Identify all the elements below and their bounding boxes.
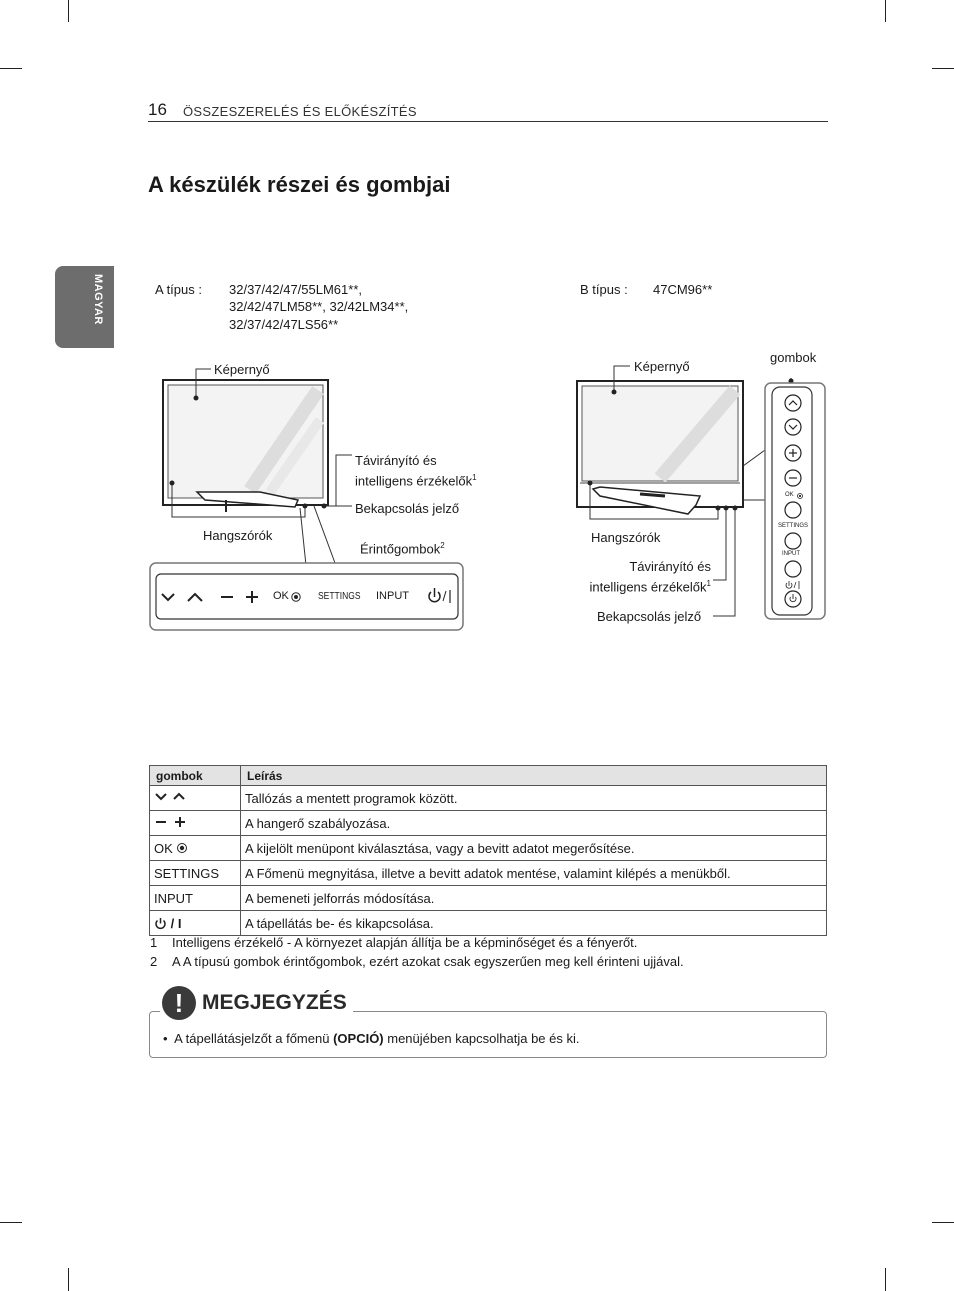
- table-cell-desc: Tallózás a mentett programok között.: [241, 786, 827, 811]
- type-a-model-line: 32/42/47LM58**, 32/42LM34**,: [229, 299, 409, 314]
- settings-button-a: SETTINGS: [318, 591, 361, 602]
- exclamation-icon: !: [162, 986, 196, 1020]
- table-row: [150, 911, 827, 936]
- type-b-label: B típus :: [580, 282, 628, 297]
- table-cell-key: / I: [150, 911, 241, 936]
- note-item: • A tápellátásjelzőt a főmenü (OPCIÓ) menüjében kapcsolhatja be és ki.: [163, 1031, 580, 1046]
- table-row: [150, 836, 827, 861]
- page-number: 16: [148, 100, 167, 119]
- table-row: [150, 786, 827, 811]
- tv-type-b-illustration: [577, 381, 743, 514]
- table-cell-key: OK: [150, 836, 241, 861]
- table-cell-desc: A hangerő szabályozása.: [241, 811, 827, 836]
- table-row: [150, 861, 827, 886]
- remote-sensor-label-a: Távirányító és intelligens érzékelők$^1$: [355, 453, 477, 489]
- table-header-row: [150, 766, 827, 786]
- ok-button-a: OK: [273, 590, 289, 602]
- ok-button-b: OK: [785, 492, 794, 498]
- screen-label-b: Képernyő: [634, 359, 690, 374]
- power-indicator-label-a: Bekapcsolás jelző: [355, 501, 460, 516]
- type-a-label: A típus :: [155, 282, 202, 297]
- table-cell-key: [150, 786, 241, 811]
- note-heading: [160, 986, 353, 1020]
- table-cell-desc: A tápellátás be- és kikapcsolása.: [241, 911, 827, 936]
- buttons-table: [149, 765, 827, 936]
- ok-icon: [176, 842, 188, 854]
- table-cell-key: SETTINGS: [150, 861, 241, 886]
- table-cell-desc: A kijelölt menüpont kiválasztása, vagy a bevitt adatot megerősítése.: [241, 836, 827, 861]
- table-row: [150, 811, 827, 836]
- footnote: 2 A A típusú gombok érintőgombok, ezért azokat csak egyszerűen meg kell érinteni ujjával.: [150, 954, 684, 969]
- type-a-model-line: 32/37/42/47/55LM61**,: [229, 282, 362, 297]
- channel-down-up-icon: [154, 791, 188, 803]
- power-indicator-label-b: Bekapcsolás jelző: [597, 609, 702, 624]
- page-title: A készülék részei és gombjai: [148, 172, 451, 197]
- table-header: Leírás: [241, 766, 827, 786]
- section-title: ÖSSZESZERELÉS ÉS ELŐKÉSZÍTÉS: [183, 104, 417, 119]
- touch-buttons-label: Érintőgombok$^2$: [360, 541, 445, 557]
- type-a-button-strip: [150, 563, 463, 630]
- table-row: [150, 886, 827, 911]
- input-button-a: INPUT: [376, 590, 409, 602]
- language-tab-label: MAGYAR: [92, 274, 104, 325]
- table-cell-key: INPUT: [150, 886, 241, 911]
- type-a-model-line: 32/37/42/47LS56**: [229, 317, 339, 332]
- tv-type-a-illustration: [163, 380, 328, 512]
- buttons-label-b: gombok: [770, 350, 817, 365]
- type-b-button-panel: [765, 383, 825, 619]
- speakers-label-b: Hangszórók: [591, 530, 661, 545]
- volume-minus-plus-icon: [154, 815, 188, 829]
- note-title: MEGJEGYZÉS: [202, 991, 347, 1014]
- settings-button-b: SETTINGS: [778, 523, 809, 529]
- table-header: gombok: [150, 766, 241, 786]
- table-cell-desc: A bemeneti jelforrás módosítása.: [241, 886, 827, 911]
- input-button-b: INPUT: [782, 551, 800, 557]
- screen-label-a: Képernyő: [214, 362, 270, 377]
- footnote: 1 Intelligens érzékelő - A környezet alapján állítja be a képminőséget és a fényerőt.: [150, 935, 638, 950]
- speakers-label-a: Hangszórók: [203, 528, 273, 543]
- type-b-model: 47CM96**: [653, 282, 713, 297]
- table-cell-key: [150, 811, 241, 836]
- power-icon: [154, 917, 167, 930]
- remote-sensor-label-b: Távirányító és intelligens érzékelők$^1$: [589, 559, 711, 595]
- table-cell-desc: A Főmenü megnyitása, illetve a bevitt adatok mentése, valamint kilépés a menükből.: [241, 861, 827, 886]
